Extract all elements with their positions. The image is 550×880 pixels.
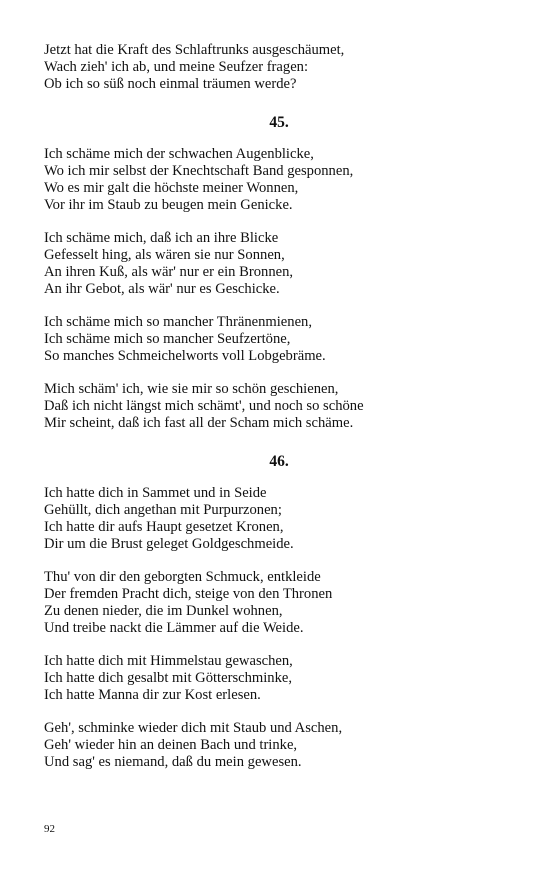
verse-line: Ob ich so süß noch einmal träumen werde? — [44, 76, 297, 92]
verse-line: Ich schäme mich, daß ich an ihre Blicke — [44, 230, 279, 246]
verse-line: Geh' wieder hin an deinen Bach und trinke, — [44, 737, 298, 753]
page-content — [44, 42, 514, 787]
verse-line: Wo ich mir selbst der Knechtschaft Band gesponnen, — [44, 163, 354, 179]
verse-line: Ich hatte dir aufs Haupt gesetzet Kronen, — [44, 519, 284, 535]
verse-line: Wo es mir galt die höchste meiner Wonnen, — [44, 180, 299, 196]
verse-line: An ihr Gebot, als wär' nur es Geschicke. — [44, 281, 280, 297]
verse-line: Ich hatte dich mit Himmelstau gewaschen, — [44, 653, 293, 669]
stanza — [44, 720, 514, 771]
verse-line: Ich schäme mich der schwachen Augenblicke, — [44, 146, 314, 162]
verse-line: Thu' von dir den geborgten Schmuck, entkleide — [44, 569, 321, 585]
stanza — [44, 381, 514, 432]
stanza — [44, 146, 514, 214]
verse-line: Ich hatte dich in Sammet und in Seide — [44, 485, 267, 501]
poem-46 — [44, 453, 514, 771]
verse-line: Daß ich nicht längst mich schämt', und noch so schöne — [44, 398, 364, 414]
verse-line: Ich hatte dich gesalbt mit Götterschminke, — [44, 670, 293, 686]
stanza — [44, 230, 514, 298]
intro-stanza — [44, 42, 514, 93]
verse-line: An ihren Kuß, als wär' nur er ein Bronnen, — [44, 264, 294, 280]
poem-45 — [44, 114, 514, 432]
verse-line: Zu denen nieder, die im Dunkel wohnen, — [44, 603, 283, 619]
verse-line: Ich schäme mich so mancher Thränenmienen, — [44, 314, 312, 330]
stanza — [44, 485, 514, 553]
stanza — [44, 314, 514, 365]
verse-line: Und treibe nackt die Lämmer auf die Weide. — [44, 620, 304, 636]
verse-line: Mich schäm' ich, wie sie mir so schön geschienen, — [44, 381, 339, 397]
verse-line: Vor ihr im Staub zu beugen mein Genicke. — [44, 197, 293, 213]
page-number: 92 — [44, 823, 55, 835]
verse-line: Ich schäme mich so mancher Seufzertöne, — [44, 331, 291, 347]
poem-number: 45. — [269, 114, 289, 131]
verse-line: Der fremden Pracht dich, steige von den Thronen — [44, 586, 333, 602]
verse-line: Ich hatte Manna dir zur Kost erlesen. — [44, 687, 261, 703]
verse-line: Dir um die Brust geleget Goldgeschmeide. — [44, 536, 294, 552]
verse-line: Jetzt hat die Kraft des Schlaftrunks ausgeschäumet, — [44, 42, 345, 58]
verse-line: Gehüllt, dich angethan mit Purpurzonen; — [44, 502, 282, 518]
poem-number: 46. — [269, 453, 289, 470]
stanza — [44, 569, 514, 637]
verse-line: Geh', schminke wieder dich mit Staub und Aschen, — [44, 720, 343, 736]
stanza — [44, 653, 514, 704]
verse-line: So manches Schmeichelworts voll Lobgebräme. — [44, 348, 326, 364]
verse-line: Und sag' es niemand, daß du mein gewesen. — [44, 754, 302, 770]
verse-line: Mir scheint, daß ich fast all der Scham mich schäme. — [44, 415, 354, 431]
verse-line: Wach zieh' ich ab, und meine Seufzer fragen: — [44, 59, 309, 75]
verse-line: Gefesselt hing, als wären sie nur Sonnen, — [44, 247, 285, 263]
